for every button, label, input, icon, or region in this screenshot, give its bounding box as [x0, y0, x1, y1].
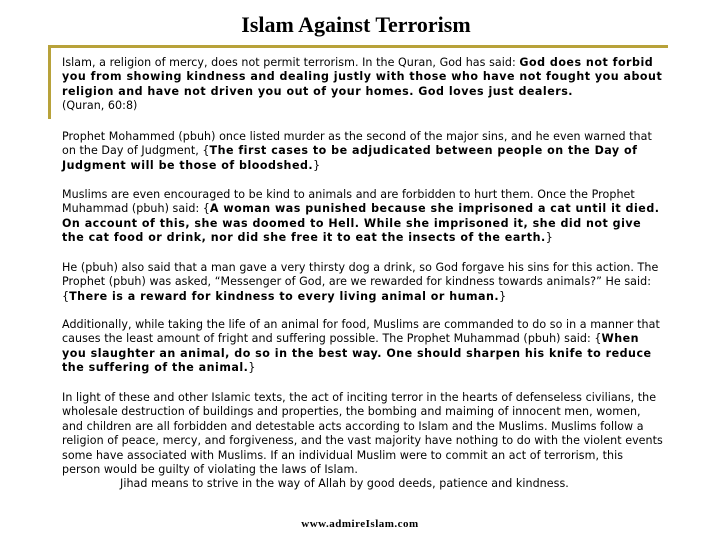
paragraph-text: } — [545, 231, 553, 245]
quote-text: When you slaughter an animal, do so in the best way. One should sharpen his knife to reduce the suffering of the animal. — [62, 332, 652, 375]
paragraph-text: Additionally, while taking the life of an animal for food, Muslims are commanded to do so in a manner that causes the least amount of fright and suffering possible. The Prophet Muhammad (pbuh) said: { — [62, 318, 660, 346]
paragraph-text: Prophet Mohammed (pbuh) once listed murder as the second of the major sins, and he even warned that on the Day of Judgment, { — [62, 130, 652, 158]
paragraph-text: In light of these and other Islamic texts, the act of inciting terror in the hearts of defenseless civilians, the wholesale destruction of buildings and properties, the bombing and maiming of innocent men, women, and children are all forbidden and detestable acts according to Islam and the Muslims. Muslims follow a religion of peace, mercy, and forgiveness, and the vast majority have nothing to do with the violent events some have associated with Muslims. If an individual Muslim were to commit an act of terrorism, this person would be guilty of violating the laws of Islam. — [62, 391, 663, 477]
quote-text: The first cases to be adjudicated between people on the Day of Judgment will be those of bloodshed. — [62, 144, 638, 172]
jihad-definition: Jihad means to strive in the way of Allah by good deeds, patience and kindness. — [120, 477, 569, 491]
paragraph-cat-hadith — [62, 188, 664, 246]
left-accent-rule — [48, 45, 51, 119]
paragraph-slaughter-hadith — [62, 318, 664, 376]
quote-text: A woman was punished because she imprisoned a cat until it died. On account of this, she was doomed to Hell. While she imprisoned it, she did not give the cat food or drink, nor did she free it to eat the insects of the earth. — [62, 202, 660, 245]
paragraph-text: } — [248, 361, 256, 375]
paragraph-conclusion — [62, 391, 664, 492]
paragraph-quran-quote — [62, 56, 664, 114]
quote-text: God does not forbid you from showing kindness and dealing justly with those who have not fought you about religion and have not driven you out of your homes. God loves just dealers. — [62, 56, 663, 98]
paragraph-dog-hadith — [62, 261, 664, 304]
paragraph-text: Islam, a religion of mercy, does not permit terrorism. In the Quran, God has said: — [62, 56, 520, 69]
footer-website: www.admireIslam.com — [301, 518, 419, 530]
citation-text: (Quran, 60:8) — [62, 99, 138, 113]
title-underline-rule — [48, 45, 668, 48]
paragraph-murder-sin — [62, 130, 664, 173]
page-title: Islam Against Terrorism — [241, 12, 471, 37]
paragraph-text: Muslims are even encouraged to be kind to animals and are forbidden to hurt them. Once the Prophet Muhammad (pbuh) said: { — [62, 188, 635, 216]
paragraph-text: } — [313, 158, 321, 172]
paragraph-text: } — [499, 289, 507, 303]
paragraph-text: He (pbuh) also said that a man gave a very thirsty dog a drink, so God forgave his sins for this action. The Prophet (pbuh) was asked, “Messenger of God, are we rewarded for kindness towards animals?” He said: { — [62, 261, 659, 303]
quote-text: There is a reward for kindness to every living animal or human. — [69, 289, 500, 303]
